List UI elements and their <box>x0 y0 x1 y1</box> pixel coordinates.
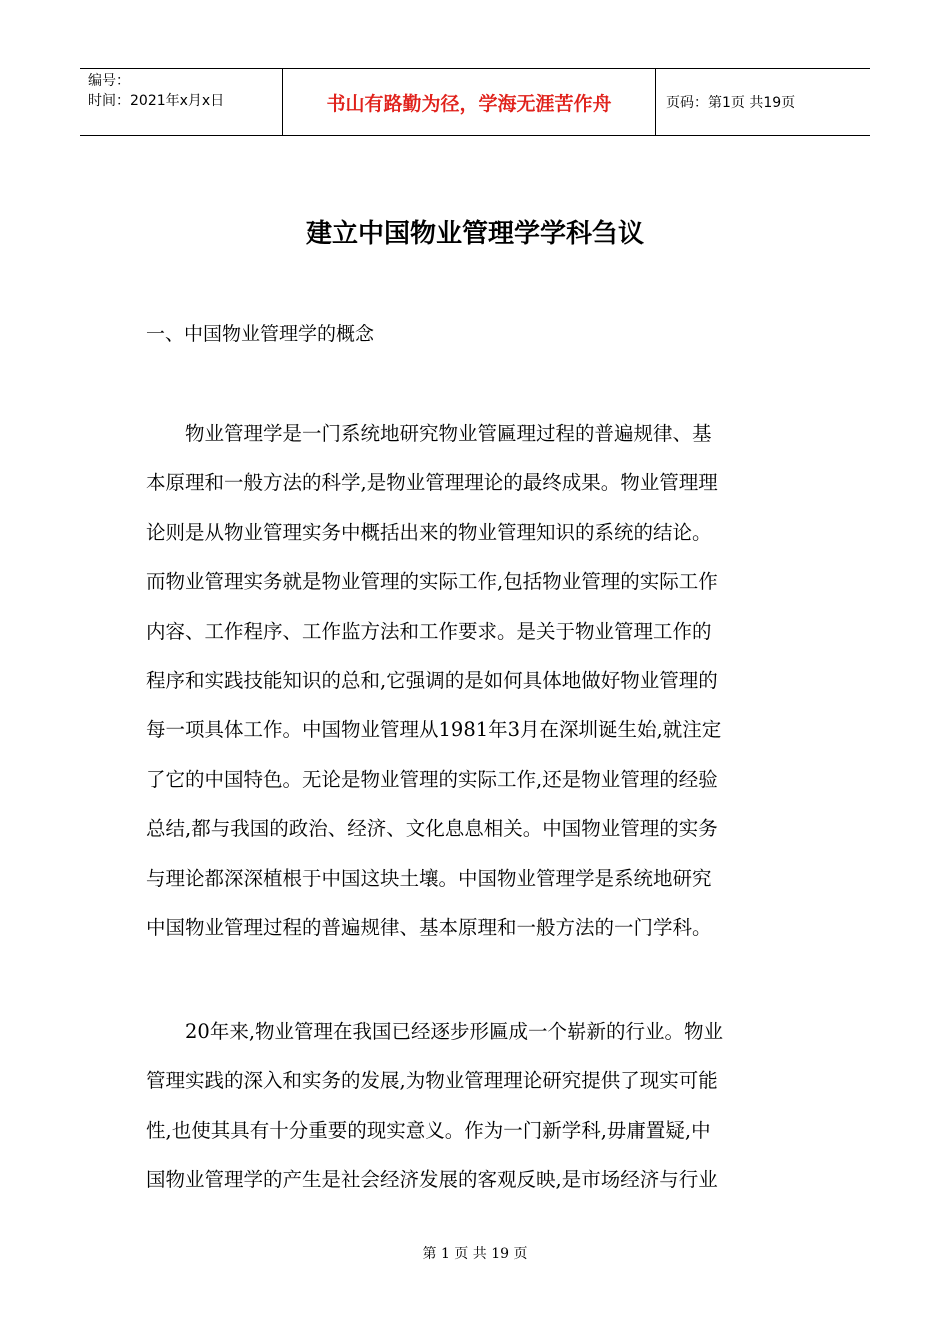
page-footer: 第 1 页 共 19 页 <box>422 1246 528 1262</box>
paragraph-line: 内容、工作程序、工作监方法和工作要求。是关于物业管理工作的 <box>146 619 712 643</box>
paragraph-line: 性,也使其具有十分重要的现实意义。作为一门新学科,毋庸置疑,中 <box>146 1118 711 1142</box>
paragraph-line: 管理实践的深入和实务的发展,为物业管理理论研究提供了现实可能 <box>146 1069 718 1093</box>
paragraph-2 <box>146 1007 812 1205</box>
paragraph-line: 论则是从物业管理实务中概括出来的物业管理知识的系统的结论。 <box>146 520 712 544</box>
document-header <box>80 68 870 136</box>
header-meta <box>80 69 282 135</box>
paragraph-1 <box>146 409 812 952</box>
paragraph-line: 本原理和一般方法的科学,是物业管理理论的最终成果。物业管理理 <box>146 471 718 495</box>
paragraph-line: 物业管理学是一门系统地研究物业管匾理过程的普遍规律、基 <box>185 422 712 445</box>
number-label: 编号： <box>88 73 130 89</box>
time-label: 时间：2021年x月x日 <box>88 93 225 109</box>
page-info-text: 页码：第1页 共19页 <box>666 95 796 111</box>
document-title: 建立中国物业管理学学科刍议 <box>305 219 644 249</box>
paragraph-line: 而物业管理实务就是物业管理的实际工作,包括物业管理的实际工作 <box>146 570 718 594</box>
header-page-info <box>656 69 870 135</box>
paragraph-line: 20年来,物业管理在我国已经逐步形匾成一个崭新的行业。物业 <box>185 1020 724 1043</box>
paragraph-line: 国物业管理学的产生是社会经济发展的客观反映,是市场经济与行业 <box>146 1168 718 1192</box>
header-motto <box>282 69 656 135</box>
paragraph-line: 程序和实践技能知识的总和,它强调的是如何具体地做好物业管理的 <box>146 669 718 693</box>
paragraph-line: 中国物业管理过程的普遍规律、基本原理和一般方法的一门学科。 <box>146 916 712 940</box>
section-heading: 一、中国物业管理学的概念 <box>146 323 375 345</box>
paragraph-line: 总结,都与我国的政治、经济、文化息息相关。中国物业管理的实务 <box>146 817 718 841</box>
paragraph-line: 了它的中国特色。无论是物业管理的实际工作,还是物业管理的经验 <box>146 767 718 791</box>
paragraph-line: 每一项具体工作。中国物业管理从1981年3月在深圳诞生始,就注定 <box>146 718 722 742</box>
paragraph-line: 与理论都深深植根于中国这块土壤。中国物业管理学是系统地研究 <box>146 866 712 890</box>
motto-text: 书山有路勤为径，学海无涯苦作舟 <box>326 92 612 115</box>
